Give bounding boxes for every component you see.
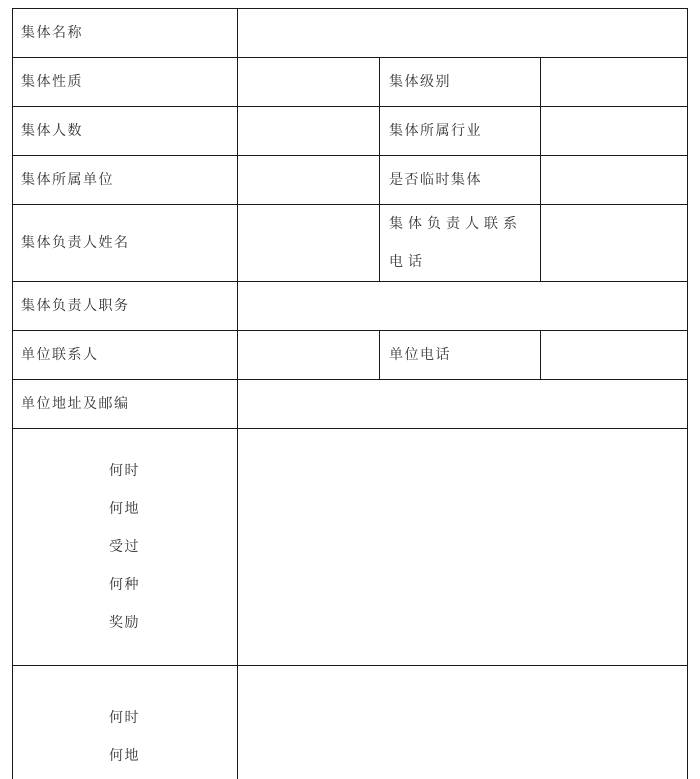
- collective-name-value[interactable]: [238, 9, 687, 57]
- leader-name-label: 集体负责人姓名: [21, 235, 130, 251]
- awards-value[interactable]: [238, 429, 687, 665]
- leader-phone-label: 集体负责人联系电话: [389, 216, 522, 270]
- unit-contact-label: 单位联系人: [21, 347, 99, 363]
- unit-address-value[interactable]: [238, 380, 687, 428]
- col-line: [687, 8, 688, 779]
- col-line: [379, 57, 380, 281]
- awards-label-line: 奖励: [109, 615, 140, 631]
- second-section-value[interactable]: [238, 666, 687, 779]
- awards-label-line: 何地: [109, 501, 140, 517]
- collective-nature-label: 集体性质: [21, 74, 83, 90]
- collective-headcount-value[interactable]: [238, 107, 379, 155]
- unit-contact-value[interactable]: [238, 331, 379, 379]
- is-temporary-label: 是否临时集体: [389, 172, 482, 188]
- collective-level-label: 集体级别: [389, 74, 451, 90]
- unit-phone-label: 单位电话: [389, 347, 451, 363]
- second-section-label-line: 何地: [109, 748, 140, 764]
- leader-title-label: 集体负责人职务: [21, 298, 130, 314]
- unit-address-label: 单位地址及邮编: [21, 396, 130, 412]
- col-line: [12, 8, 13, 779]
- collective-level-value[interactable]: [541, 58, 687, 106]
- second-section-label: [109, 699, 140, 775]
- awards-label-line: 受过: [109, 539, 140, 555]
- leader-title-value[interactable]: [238, 282, 687, 330]
- awards-label-line: 何时: [109, 463, 140, 479]
- collective-nature-value[interactable]: [238, 58, 379, 106]
- unit-phone-value[interactable]: [541, 331, 687, 379]
- collective-name-label: 集体名称: [21, 25, 83, 41]
- leader-phone-value[interactable]: [541, 205, 687, 281]
- leader-name-value[interactable]: [238, 205, 379, 281]
- awards-label: [109, 452, 140, 642]
- awards-label-line: 何种: [109, 577, 140, 593]
- second-section-label-line: 何时: [109, 710, 140, 726]
- collective-headcount-label: 集体人数: [21, 123, 83, 139]
- collective-unit-label: 集体所属单位: [21, 172, 114, 188]
- collective-unit-value[interactable]: [238, 156, 379, 204]
- is-temporary-value[interactable]: [541, 156, 687, 204]
- collective-industry-label: 集体所属行业: [389, 123, 482, 139]
- collective-industry-value[interactable]: [541, 107, 687, 155]
- col-line: [379, 330, 380, 379]
